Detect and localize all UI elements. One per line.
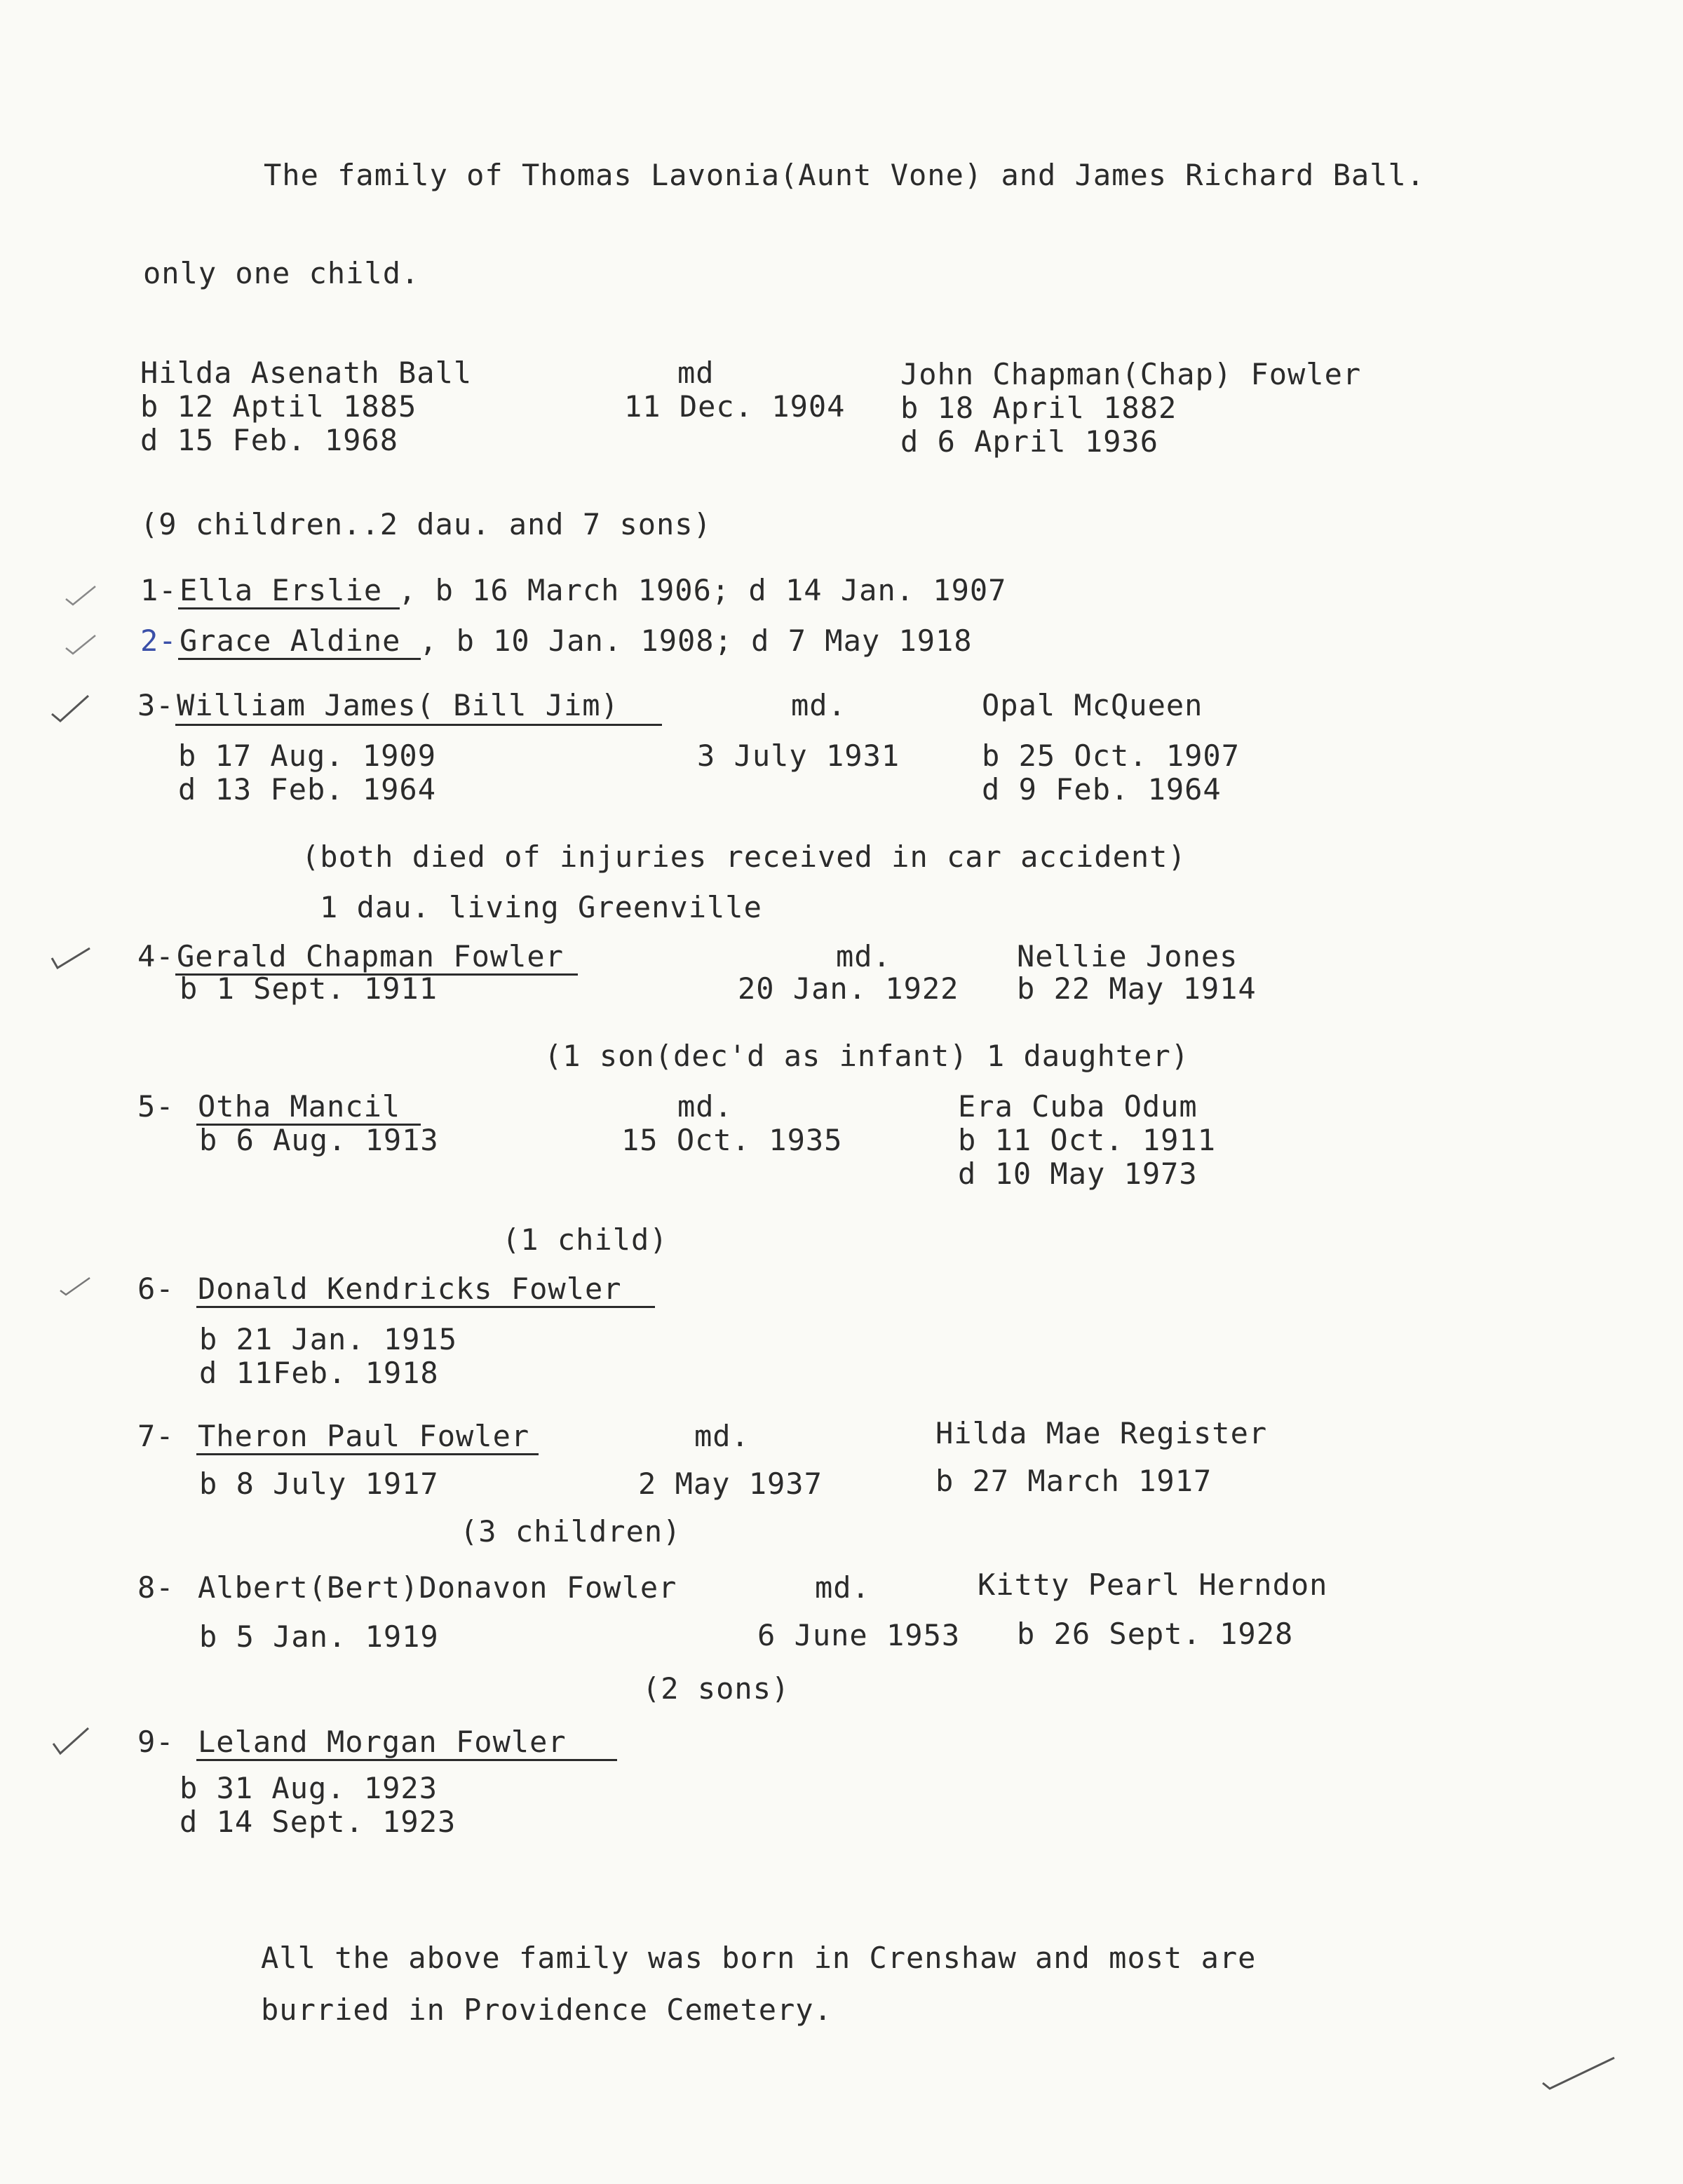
child-3-spouse-died: d 9 Feb. 1964 bbox=[982, 772, 1222, 807]
underline bbox=[196, 1306, 655, 1308]
child-9-number: 9- bbox=[137, 1725, 175, 1759]
parent-left-died: d 15 Feb. 1968 bbox=[140, 423, 399, 457]
child-5-spouse-died: d 10 May 1973 bbox=[958, 1157, 1198, 1191]
child-2-dates: , b 10 Jan. 1908; d 7 May 1918 bbox=[419, 623, 973, 658]
underline bbox=[175, 724, 662, 726]
child-5-md-date: 15 Oct. 1935 bbox=[621, 1123, 843, 1157]
child-3-died: d 13 Feb. 1964 bbox=[178, 772, 437, 807]
child-3-spouse-name: Opal McQueen bbox=[982, 688, 1203, 722]
child-4-name: Gerald Chapman Fowler bbox=[177, 939, 565, 973]
child-8-born: b 5 Jan. 1919 bbox=[199, 1619, 439, 1654]
child-7-number: 7- bbox=[137, 1419, 175, 1453]
child-7-spouse-born: b 27 March 1917 bbox=[935, 1464, 1212, 1498]
child-5-md-label: md. bbox=[677, 1089, 733, 1124]
child-3-name: William James( Bill Jim) bbox=[177, 688, 619, 722]
checkmark-icon bbox=[50, 693, 90, 724]
child-7-md-label: md. bbox=[694, 1419, 750, 1453]
child-1-number: 1- bbox=[140, 573, 177, 607]
child-8-name: Albert(Bert)Donavon Fowler bbox=[198, 1570, 677, 1605]
child-9-died: d 14 Sept. 1923 bbox=[180, 1805, 457, 1839]
child-6-born: b 21 Jan. 1915 bbox=[199, 1322, 458, 1356]
child-9-name: Leland Morgan Fowler bbox=[198, 1725, 567, 1759]
child-2-number: 2- bbox=[140, 623, 177, 658]
child-5-born: b 6 Aug. 1913 bbox=[199, 1123, 439, 1157]
child-8-number: 8- bbox=[137, 1570, 175, 1605]
underline bbox=[196, 1453, 539, 1455]
checkmark-icon bbox=[50, 944, 91, 969]
underline bbox=[178, 607, 400, 609]
footer-line-1: All the above family was born in Crenshaw and most are bbox=[261, 1941, 1257, 1975]
page-title: The family of Thomas Lavonia(Aunt Vone) and James Richard Ball. bbox=[264, 158, 1426, 192]
checkmark-icon bbox=[59, 1275, 91, 1296]
checkmark-icon bbox=[52, 1725, 90, 1756]
child-1-name: Ella Erslie bbox=[180, 573, 383, 607]
child-4-md-label: md. bbox=[836, 939, 891, 973]
parent-left-name: Hilda Asenath Ball bbox=[140, 356, 473, 390]
child-5-name: Otha Mancil bbox=[198, 1089, 401, 1124]
child-8-md-date: 6 June 1953 bbox=[757, 1618, 961, 1652]
child-7-spouse-name: Hilda Mae Register bbox=[935, 1416, 1268, 1450]
children-summary: (9 children..2 dau. and 7 sons) bbox=[140, 507, 712, 541]
footer-line-2: burried in Providence Cemetery. bbox=[261, 1993, 832, 2027]
parents-md-label: md bbox=[677, 356, 715, 390]
child-8-spouse-born: b 26 Sept. 1928 bbox=[1017, 1617, 1294, 1651]
child-3-number: 3- bbox=[137, 688, 175, 722]
child-8-note: (2 sons) bbox=[642, 1671, 790, 1706]
child-3-md-date: 3 July 1931 bbox=[697, 739, 900, 773]
child-5-note: (1 child) bbox=[502, 1222, 668, 1257]
parent-right-born: b 18 April 1882 bbox=[900, 391, 1177, 425]
child-4-md-date: 20 Jan. 1922 bbox=[738, 971, 959, 1006]
child-4-spouse-name: Nellie Jones bbox=[1017, 939, 1238, 973]
child-3-note-daughter: 1 dau. living Greenville bbox=[320, 890, 762, 924]
parent-right-died: d 6 April 1936 bbox=[900, 424, 1159, 459]
child-3-born: b 17 Aug. 1909 bbox=[178, 739, 437, 773]
child-1-dates: , b 16 March 1906; d 14 Jan. 1907 bbox=[398, 573, 1007, 607]
child-4-number: 4- bbox=[137, 939, 175, 973]
child-6-number: 6- bbox=[137, 1272, 175, 1306]
checkmark-icon bbox=[65, 633, 97, 656]
child-2-name: Grace Aldine bbox=[180, 623, 401, 658]
child-3-note-accident: (both died of injuries received in car accident) bbox=[302, 840, 1187, 874]
subtitle-only-one-child: only one child. bbox=[143, 256, 420, 290]
child-3-md-label: md. bbox=[791, 688, 846, 722]
child-3-spouse-born: b 25 Oct. 1907 bbox=[982, 739, 1241, 773]
child-7-born: b 8 July 1917 bbox=[199, 1467, 439, 1501]
child-5-spouse-name: Era Cuba Odum bbox=[958, 1089, 1198, 1124]
checkmark-icon bbox=[1540, 2055, 1617, 2090]
child-4-note: (1 son(dec'd as infant) 1 daughter) bbox=[544, 1039, 1190, 1073]
child-4-spouse-born: b 22 May 1914 bbox=[1017, 971, 1257, 1006]
checkmark-icon bbox=[65, 584, 97, 607]
underline bbox=[196, 1759, 617, 1761]
parent-right-name: John Chapman(Chap) Fowler bbox=[900, 357, 1362, 391]
child-5-number: 5- bbox=[137, 1089, 175, 1124]
child-4-born: b 1 Sept. 1911 bbox=[180, 971, 438, 1006]
parents-md-date: 11 Dec. 1904 bbox=[624, 389, 846, 424]
child-6-name: Donald Kendricks Fowler bbox=[198, 1272, 622, 1306]
child-7-md-date: 2 May 1937 bbox=[638, 1467, 823, 1501]
underline bbox=[178, 658, 421, 660]
child-6-died: d 11Feb. 1918 bbox=[199, 1356, 439, 1390]
parent-left-born: b 12 Aptil 1885 bbox=[140, 389, 417, 424]
child-7-note: (3 children) bbox=[460, 1514, 682, 1549]
child-9-born: b 31 Aug. 1923 bbox=[180, 1771, 438, 1805]
child-5-spouse-born: b 11 Oct. 1911 bbox=[958, 1123, 1217, 1157]
child-7-name: Theron Paul Fowler bbox=[198, 1419, 530, 1453]
child-8-spouse-name: Kitty Pearl Herndon bbox=[978, 1568, 1328, 1602]
child-8-md-label: md. bbox=[815, 1570, 870, 1605]
